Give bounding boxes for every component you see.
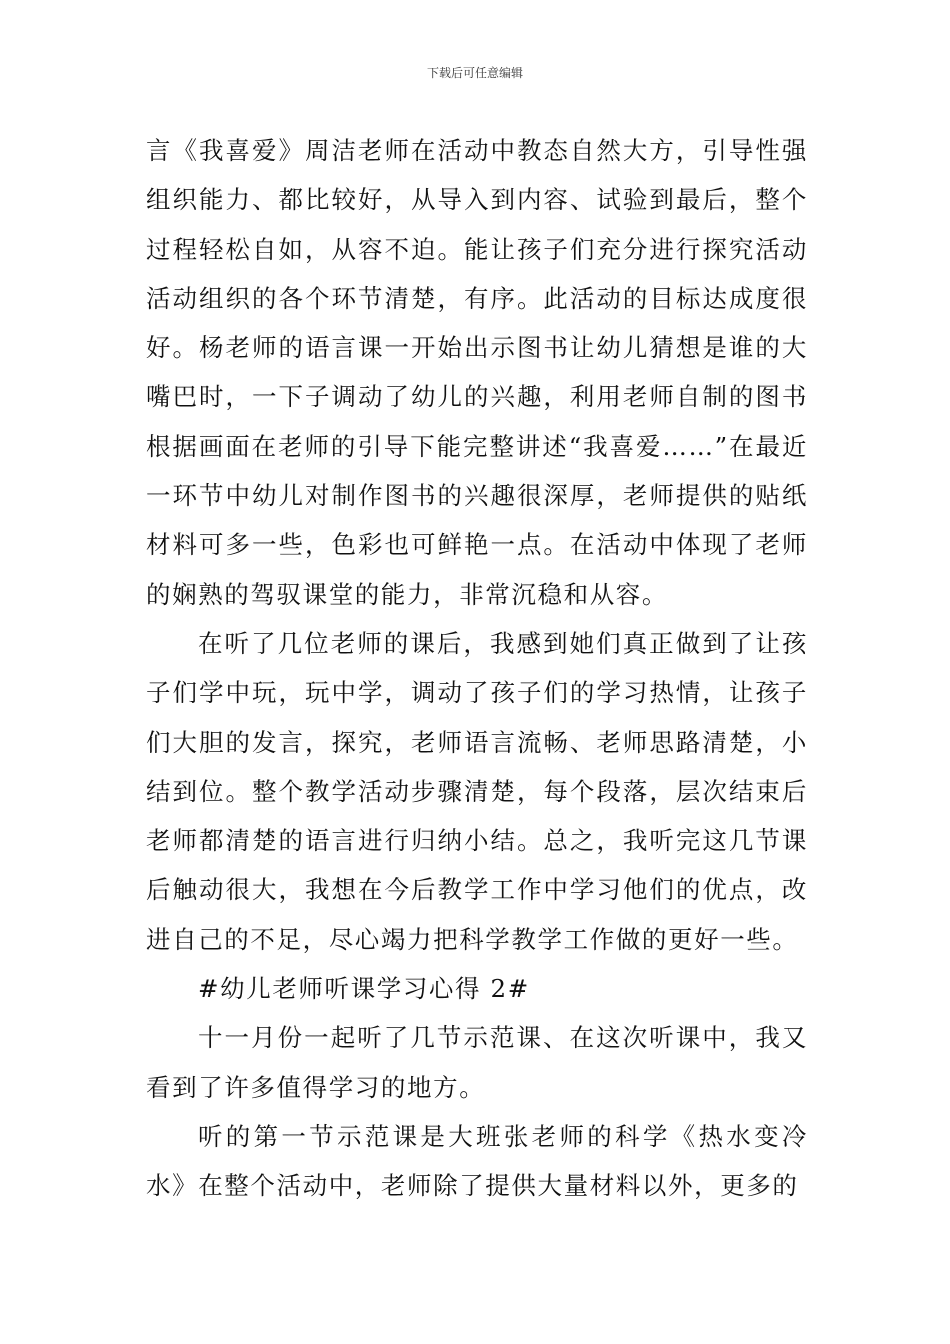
page-header: 下载后可任意编辑	[426, 66, 523, 80]
paragraph: 听的第一节示范课是大班张老师的科学《热水变冷水》在整个活动中，老师除了提供大量材料以外，更多的	[146, 1121, 808, 1201]
document-body	[146, 126, 808, 1211]
section-heading: #幼儿老师听课学习心得 2#	[198, 974, 530, 1004]
paragraph: 十一月份一起听了几节示范课、在这次听课中，我又看到了许多值得学习的地方。	[146, 1023, 808, 1102]
paragraph: 在听了几位老师的课后，我感到她们真正做到了让孩子们学中玩，玩中学，调动了孩子们的学习热情，让孩子们大胆的发言，探究，老师语言流畅、老师思路清楚，小结到位。整个教学活动步骤清楚，每个段落，层次结束后老师都清楚的语言进行归纳小结。总之，我听完这几节课后触动很大，我想在今后教学工作中学习他们的优点，改进自己的不足，尽心竭力把科学教学工作做的更好一些。	[146, 628, 808, 954]
paragraph: 言《我喜爱》周洁老师在活动中教态自然大方，引导性强组织能力、都比较好，从导入到内容、试验到最后，整个过程轻松自如，从容不迫。能让孩子们充分进行探究活动活动组织的各个环节清楚，有序。此活动的目标达成度很好。杨老师的语言课一开始出示图书让幼儿猜想是谁的大嘴巴时，一下子调动了幼儿的兴趣，利用老师自制的图书根据画面在老师的引导下能完整讲述“我喜爱……”在最近一环节中幼儿对制作图书的兴趣很深厚，老师提供的贴纸材料可多一些，色彩也可鲜艳一点。在活动中体现了老师的娴熟的驾驭课堂的能力，非常沉稳和从容。	[146, 136, 808, 609]
